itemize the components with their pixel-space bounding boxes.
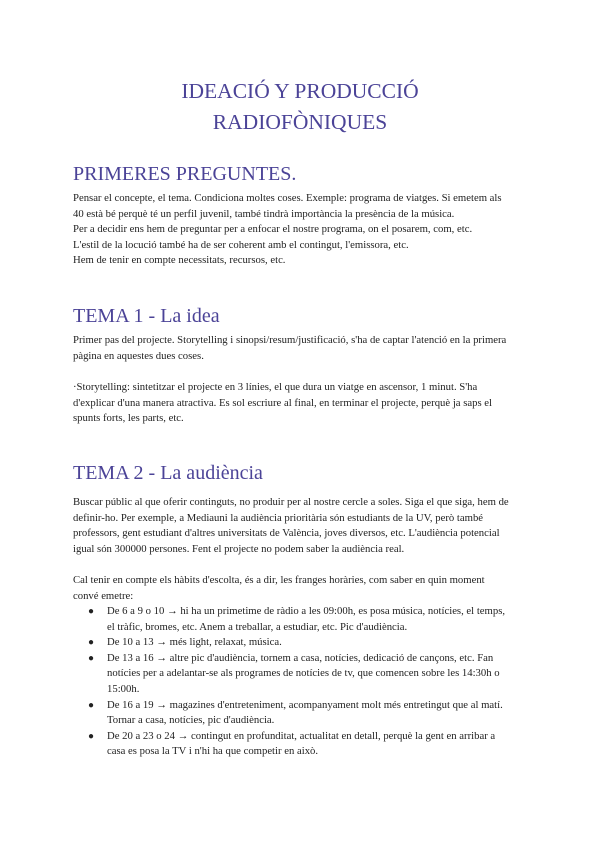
tema1-paragraph-2 <box>73 380 528 427</box>
heading-primeres-preguntes: PRIMERES PREGUNTES. <box>73 163 297 185</box>
text-line: De 10 a 13 → més light, relaxat, música. <box>107 636 282 649</box>
list-item <box>73 729 528 760</box>
bullet-icon: ● <box>88 699 95 711</box>
text-line: De 16 a 19 → magazines d'entreteniment, acompanyament molt més entretingut que al matí. <box>107 698 503 711</box>
time-slots-list <box>73 604 528 760</box>
text-line: professors, gent estudiant d'altres universitats de València, joves diversos, etc. L'audiència potencial <box>73 527 500 540</box>
title-line-1: IDEACIÓ Y PRODUCCIÓ <box>181 79 419 103</box>
list-item <box>73 651 528 698</box>
text-line: definir-ho. Per exemple, a Mediauni la audiència prioritària són estudiants de la UV, però també <box>73 511 484 524</box>
bullet-icon: ● <box>88 730 95 742</box>
text-line: Tornar a casa, notícies, pic d'audiència. <box>107 714 275 727</box>
list-item <box>73 698 528 729</box>
text-line: pàgina en aquestes dues coses. <box>73 349 204 362</box>
tema1-paragraph-1 <box>73 333 528 364</box>
text-line: el tràfic, bromes, etc. Anem a treballar, a estudiar, etc. Pic d'audiència. <box>107 620 408 633</box>
tema2-paragraph-1 <box>73 495 528 557</box>
text-line: De 20 a 23 o 24 → contingut en profunditat, actualitat en detall, perquè la gent en arribar a <box>107 729 496 742</box>
document-title <box>0 76 600 138</box>
heading-tema-2: TEMA 2 - La audiència <box>73 462 263 484</box>
text-line: 40 està bé perquè té un perfil juvenil, també tindrà importància la presència de la música. <box>73 207 455 220</box>
text-line: igual són 300000 persones. Fent el projecte no podem saber la audiència real. <box>73 542 405 555</box>
text-line: Hem de tenir en compte necessitats, recursos, etc. <box>73 254 286 267</box>
bullet-icon: ● <box>88 652 95 664</box>
text-line: d'explicar d'una manera atractiva. Es sol escriure al final, en terminar el projecte, perquè ja saps el <box>73 396 492 409</box>
title-line-2: RADIOFÒNIQUES <box>212 110 388 134</box>
text-line: Buscar públic al que oferir continguts, no produir per al nostre cercle a soles. Siga el que siga, hem de <box>73 496 509 508</box>
tema2-paragraph-2 <box>73 573 528 604</box>
text-line: ·Storytelling: sintetitzar el projecte en 3 línies, el que dura un viatge en ascensor, 1 minut. S'ha <box>73 381 478 393</box>
primeres-paragraph <box>73 191 528 269</box>
bullet-icon: ● <box>88 637 95 649</box>
text-line: De 6 a 9 o 10 → hi ha un primetime de ràdio a les 09:00h, es posa música, notícies, el temps, <box>107 605 506 617</box>
text-line: 15:00h. <box>107 682 140 695</box>
list-item <box>73 635 528 651</box>
text-line: casa es posa la TV i n'hi ha que competir en això. <box>107 745 319 758</box>
text-line: Cal tenir en compte els hàbits d'escolta, és a dir, les franges horàries, com saber en quin moment <box>73 574 485 586</box>
heading-tema-1: TEMA 1 - La idea <box>73 305 220 327</box>
text-line: convé emetre: <box>73 589 134 602</box>
text-line: notícies per a adelantar-se als programes de notícies de tv, que comencen sobre les 14:30h o <box>107 667 500 680</box>
text-line: De 13 a 16 → altre pic d'audiència, tornem a casa, notícies, dedicació de cançons, etc. Fan <box>107 651 494 664</box>
text-line: Primer pas del projecte. Storytelling i sinopsi/resum/justificació, s'ha de captar l'atenció en la primera <box>73 334 507 346</box>
text-line: L'estil de la locució també ha de ser coherent amb el contingut, l'emissora, etc. <box>73 238 409 251</box>
text-line: Per a decidir ens hem de preguntar per a enfocar el nostre programa, on el posarem, com, etc. <box>73 223 473 236</box>
list-item <box>73 604 528 635</box>
text-line: Pensar el concepte, el tema. Condiciona moltes coses. Exemple: programa de viatges. Si emetem als <box>73 192 502 204</box>
text-line: spunts forts, les parts, etc. <box>73 412 184 425</box>
bullet-icon: ● <box>88 606 95 617</box>
